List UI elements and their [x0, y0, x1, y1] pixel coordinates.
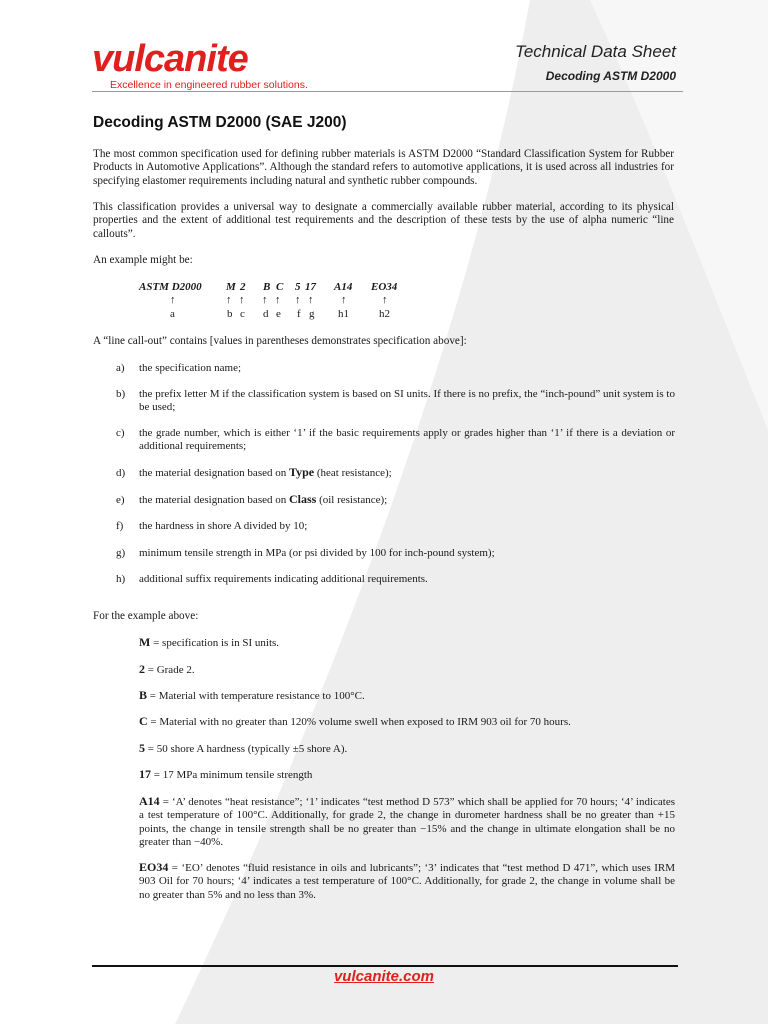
- list-marker: f): [116, 520, 124, 532]
- arrow-up-icon: ↑: [226, 294, 232, 306]
- example-token: 2: [240, 281, 246, 293]
- header-subtitle: Decoding ASTM D2000: [545, 69, 676, 83]
- example-letter: b: [227, 308, 233, 320]
- list-marker: d): [116, 467, 126, 479]
- definition-item: EO34 = ‘EO’ denotes “fluid resistance in oils and lubricants”; ‘3’ indicates that “test method D 471”, which uses IRM 903 Oil for 70 hours; ‘4’ indicates a test temperature of 100°C. Additionally, for grade 2, the change in volume shall be no greater than 5% and no less than 3%.: [139, 860, 675, 901]
- intro-paragraph-1: The most common specification used for defining rubber materials is ASTM D2000 “Standard Classification System for Rubber Products in Automotive Applications”. Although the standard refers to automotive applications, it is used across all industries for specifying elastomer requirements including natural and synthetic rubber compounds.: [93, 148, 674, 187]
- list-marker: b): [116, 388, 126, 400]
- arrow-up-icon: ↑: [382, 294, 388, 306]
- logo-tagline: Excellence in engineered rubber solutions.: [110, 79, 308, 91]
- list-marker: e): [116, 494, 125, 506]
- example-letter: a: [170, 308, 175, 320]
- header-title: Technical Data Sheet: [515, 42, 676, 61]
- bold-term: Type: [288, 465, 315, 479]
- document-title: Decoding ASTM D2000 (SAE J200): [93, 114, 347, 131]
- list-marker: g): [116, 547, 126, 559]
- for-example-label: For the example above:: [93, 610, 199, 622]
- definition-item: 2 = Grade 2.: [139, 662, 195, 676]
- arrow-up-icon: ↑: [341, 294, 347, 306]
- definition-item: 5 = 50 shore A hardness (typically ±5 shore A).: [139, 741, 348, 755]
- arrow-up-icon: ↑: [295, 294, 301, 306]
- example-letter: g: [309, 308, 315, 320]
- example-token: M: [226, 281, 236, 293]
- brand-logo: [92, 40, 352, 91]
- list-item: minimum tensile strength in MPa (or psi divided by 100 for inch-pound system);: [139, 547, 495, 559]
- footer-website-link[interactable]: vulcanite.com: [333, 968, 435, 985]
- arrow-up-icon: ↑: [262, 294, 268, 306]
- definition-item: C = Material with no greater than 120% volume swell when exposed to IRM 903 oil for 70 hours.: [139, 714, 571, 728]
- list-item: the hardness in shore A divided by 10;: [139, 520, 308, 532]
- list-item: the prefix letter M if the classification system is based on SI units. If there is no prefix, the “inch-pound” unit system is to be used;: [139, 388, 675, 414]
- header-divider: [92, 91, 683, 92]
- example-letter: e: [276, 308, 281, 320]
- example-letter: h1: [338, 308, 349, 320]
- footer-divider: [92, 965, 678, 967]
- arrow-up-icon: ↑: [239, 294, 245, 306]
- arrow-up-icon: ↑: [275, 294, 281, 306]
- example-token: 5: [295, 281, 301, 293]
- definition-item: B = Material with temperature resistance to 100°C.: [139, 688, 365, 702]
- example-letter: f: [297, 308, 301, 320]
- arrow-up-icon: ↑: [308, 294, 314, 306]
- list-item: the material designation based on Class (oil resistance);: [139, 492, 388, 506]
- list-marker: h): [116, 573, 126, 585]
- list-item: additional suffix requirements indicating additional requirements.: [139, 573, 428, 585]
- intro-paragraph-2: This classification provides a universal way to designate a commercially available rubber material, according to its physical properties and the extent of additional test requirements and the description of these tests by the use of alpha numeric “line callouts”.: [93, 201, 674, 240]
- arrow-up-icon: ↑: [170, 294, 176, 306]
- example-label: An example might be:: [93, 254, 193, 266]
- example-token: A14: [334, 281, 353, 293]
- example-token: C: [276, 281, 284, 293]
- list-item: the specification name;: [139, 362, 242, 374]
- example-spec: ASTM D2000: [139, 281, 202, 293]
- example-token: B: [263, 281, 271, 293]
- example-letter: h2: [379, 308, 390, 320]
- definition-item: 17 = 17 MPa minimum tensile strength: [139, 767, 313, 781]
- bold-term: Class: [288, 492, 317, 506]
- list-marker: a): [116, 362, 125, 374]
- example-letter: c: [240, 308, 245, 320]
- definition-item: A14 = ‘A’ denotes “heat resistance”; ‘1’ indicates “test method D 573” which shall be applied for 70 hours; ‘4’ indicates a test temperature of 100°C. Additionally, for grade 2, the change in durometer hardness shall be no greater than +15 points, the change in tensile strength shall be no greater than −15% and the change in ultimate elongation shall be no greater than −40%.: [139, 794, 675, 849]
- list-marker: c): [116, 427, 125, 439]
- example-token: EO34: [371, 281, 398, 293]
- definition-item: M = specification is in SI units.: [139, 635, 280, 649]
- logo-wordmark: vulcanite: [92, 38, 248, 80]
- list-item: the material designation based on Type (heat resistance);: [139, 465, 392, 479]
- list-item: the grade number, which is either ‘1’ if the basic requirements apply or grades higher than ‘1’ if there is a deviation or additional requirements;: [139, 427, 675, 453]
- example-letter: d: [263, 308, 269, 320]
- example-token: 17: [305, 281, 316, 293]
- callout-intro: A “line call-out” contains [values in parentheses demonstrates specification above]:: [93, 335, 467, 347]
